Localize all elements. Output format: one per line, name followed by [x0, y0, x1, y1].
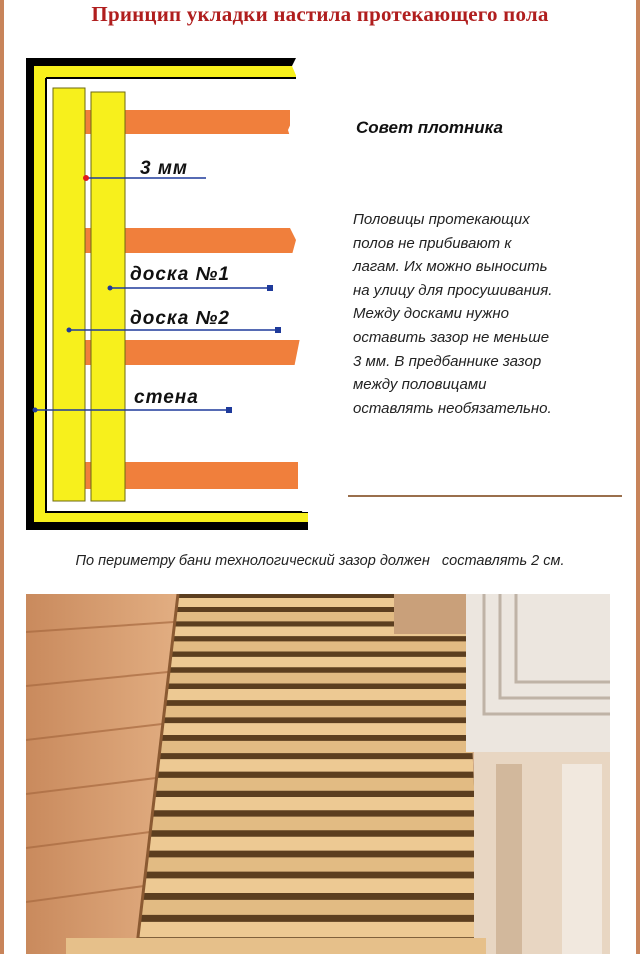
page-title: Принцип укладки настила протекающего пола: [91, 2, 549, 26]
floor-slat: [150, 817, 475, 831]
board1-dot: [108, 286, 113, 291]
floor-slat: [155, 778, 474, 791]
advice-line: Половицы протекающих: [353, 211, 530, 228]
floor-slat: [138, 922, 480, 937]
board1-end: [267, 285, 273, 291]
floor-slat: [164, 706, 472, 717]
floor-slat: [141, 900, 480, 915]
door-frame: [466, 594, 610, 752]
advice-divider: [348, 495, 622, 497]
wall-end: [226, 407, 232, 413]
floor-slat: [162, 723, 472, 735]
torn-edge: [287, 58, 320, 512]
board-1: [91, 92, 125, 501]
advice-title: Совет плотника: [356, 118, 503, 137]
bench-top: [394, 594, 466, 634]
door-post: [496, 764, 522, 954]
floor-slat: [168, 673, 470, 684]
front-bench: [66, 938, 486, 954]
photo-illustration: [26, 594, 610, 954]
advice-line: оставлять необязательно.: [353, 399, 552, 417]
wall-dot: [33, 408, 38, 413]
floor-slat: [166, 689, 471, 700]
floor-diagram: [0, 40, 320, 540]
advice-line: полов не прибивают к: [353, 234, 512, 252]
advice-line: 3 мм. В предбаннике зазор: [353, 352, 542, 370]
advice-line: оставить зазор не меньше: [353, 328, 550, 346]
door-panel: [562, 764, 602, 954]
floor-slat: [157, 759, 473, 772]
label-board2: доска №2: [130, 308, 230, 329]
perimeter-note: По периметру бани технологический зазор должен составлять 2 см.: [75, 553, 565, 569]
sauna-floor-photo: [26, 594, 610, 954]
floor-slat: [159, 741, 472, 753]
floor-slat: [143, 878, 478, 893]
advice-text: [353, 208, 621, 420]
floor-slat: [153, 797, 475, 810]
board2-end: [275, 327, 281, 333]
board-2: [53, 88, 85, 501]
advice-line: между половицами: [353, 376, 487, 394]
label-gap: 3 мм: [140, 158, 188, 179]
advice-line: на улицу для просушивания.: [353, 281, 553, 299]
board2-dot: [67, 328, 72, 333]
label-wall: стена: [134, 387, 199, 408]
advice-line: Между досками нужно: [353, 305, 509, 323]
gap-marker: [83, 175, 89, 181]
floor-slat: [171, 641, 468, 651]
advice-line: лагам. Их можно выносить: [353, 258, 548, 276]
floor-slat: [148, 837, 477, 851]
label-board1: доска №1: [130, 264, 230, 285]
floor-slat: [169, 657, 469, 667]
floor-slat: [146, 857, 478, 871]
